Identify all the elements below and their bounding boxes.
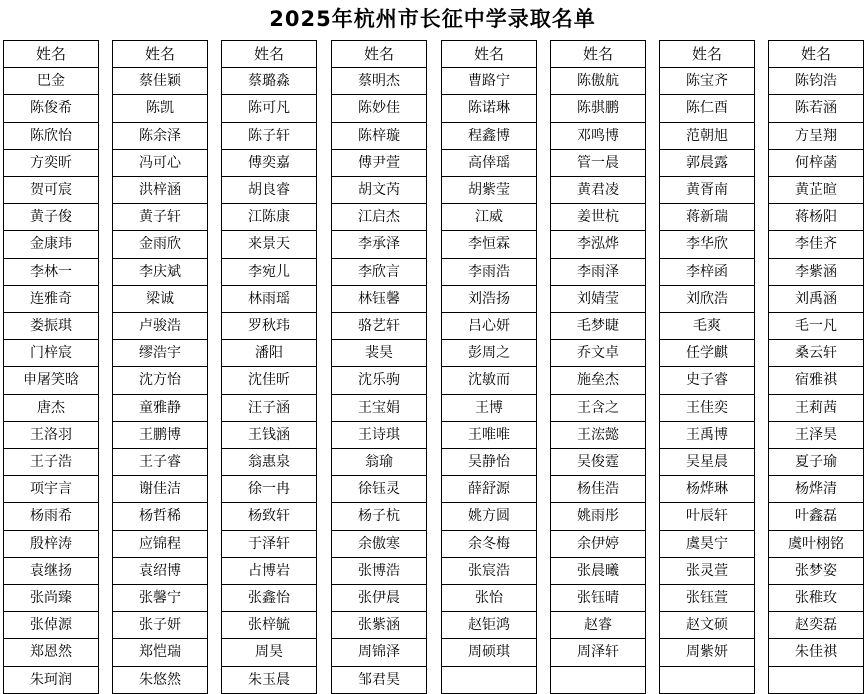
name-cell: 于泽轩 [222, 530, 317, 557]
name-cell: 赵奕磊 [769, 612, 864, 639]
name-cell: 黄君凌 [551, 177, 646, 204]
name-cell: 江启杰 [332, 204, 427, 231]
name-cell: 江陈康 [222, 204, 317, 231]
name-cell [551, 666, 646, 693]
name-cell: 李华欣 [660, 231, 755, 258]
name-cell: 吴星晨 [660, 449, 755, 476]
name-cell: 郑恺瑞 [113, 639, 208, 666]
name-cell: 连雅奇 [4, 285, 99, 312]
name-cell: 王子睿 [113, 449, 208, 476]
name-cell: 周昊 [222, 639, 317, 666]
name-cell: 李承泽 [332, 231, 427, 258]
name-cell: 贺可宸 [4, 177, 99, 204]
name-cell: 蒋杨阳 [769, 204, 864, 231]
name-cell [660, 666, 755, 693]
name-cell: 余傲寒 [332, 530, 427, 557]
name-cell: 陈宝齐 [660, 68, 755, 95]
name-cell: 黄芷暄 [769, 177, 864, 204]
name-cell: 桑云轩 [769, 340, 864, 367]
name-cell: 范朝旭 [660, 122, 755, 149]
name-cell: 沈敏而 [442, 367, 537, 394]
name-cell: 裴昊 [332, 340, 427, 367]
name-cell: 王诗琪 [332, 421, 427, 448]
name-cell: 陈凯 [113, 95, 208, 122]
name-cell: 姜世杭 [551, 204, 646, 231]
name-cell: 杨烨清 [769, 476, 864, 503]
name-cell: 梁诚 [113, 285, 208, 312]
name-cell: 张钰萱 [660, 585, 755, 612]
name-cell: 骆艺轩 [332, 313, 427, 340]
name-cell: 陈钧浩 [769, 68, 864, 95]
name-cell: 张子妍 [113, 612, 208, 639]
name-cell: 王洛羽 [4, 421, 99, 448]
name-cell: 娄振琪 [4, 313, 99, 340]
name-cell: 王钱涵 [222, 421, 317, 448]
name-column-2 [112, 40, 208, 694]
name-cell: 赵睿 [551, 612, 646, 639]
name-cell: 余伊婷 [551, 530, 646, 557]
name-cell: 陈骐鹏 [551, 95, 646, 122]
name-cell: 刘婧莹 [551, 285, 646, 312]
name-cell: 周紫妍 [660, 639, 755, 666]
name-cell: 虞昊宁 [660, 530, 755, 557]
name-cell: 方奕昕 [4, 149, 99, 176]
name-column-5 [441, 40, 537, 694]
name-cell: 申屠笑晗 [4, 367, 99, 394]
name-cell: 翁惠泉 [222, 449, 317, 476]
name-cell: 朱玉晨 [222, 666, 317, 693]
name-cell: 夏子瑜 [769, 449, 864, 476]
name-cell [769, 666, 864, 693]
name-cell: 方呈翔 [769, 122, 864, 149]
name-cell: 黄胥南 [660, 177, 755, 204]
name-cell: 张钰晴 [551, 585, 646, 612]
name-cell: 王博 [442, 394, 537, 421]
column-header: 姓名 [442, 41, 537, 68]
name-cell: 唐杰 [4, 394, 99, 421]
name-cell: 赵钜鸿 [442, 612, 537, 639]
name-cell: 杨烨琳 [660, 476, 755, 503]
name-cell: 占博岩 [222, 557, 317, 584]
name-cell: 陈傲航 [551, 68, 646, 95]
name-cell: 李宛儿 [222, 258, 317, 285]
name-cell: 叶辰轩 [660, 503, 755, 530]
name-cell: 李欣言 [332, 258, 427, 285]
name-cell: 王浤懿 [551, 421, 646, 448]
name-cell: 周泽轩 [551, 639, 646, 666]
name-cell: 史子睿 [660, 367, 755, 394]
column-header: 姓名 [769, 41, 864, 68]
name-cell: 沈乐驹 [332, 367, 427, 394]
name-cell: 金雨欣 [113, 231, 208, 258]
name-cell: 朱悠然 [113, 666, 208, 693]
name-cell: 缪浩宇 [113, 340, 208, 367]
name-cell: 李泓烨 [551, 231, 646, 258]
name-cell: 陈余泽 [113, 122, 208, 149]
name-cell: 傅奕嘉 [222, 149, 317, 176]
name-cell: 杨佳浩 [551, 476, 646, 503]
name-cell: 张宸浩 [442, 557, 537, 584]
name-column-3 [221, 40, 317, 694]
name-cell: 张怡 [442, 585, 537, 612]
name-cell: 王鹏博 [113, 421, 208, 448]
page-title: 2025年杭州市长征中学录取名单 [269, 7, 596, 31]
column-header: 姓名 [222, 41, 317, 68]
name-cell: 张紫涵 [332, 612, 427, 639]
name-cell: 卢骏浩 [113, 313, 208, 340]
name-cell: 杨雨希 [4, 503, 99, 530]
name-column-4 [331, 40, 427, 694]
column-header: 姓名 [113, 41, 208, 68]
name-cell: 陈可凡 [222, 95, 317, 122]
name-cell: 乔文卓 [551, 340, 646, 367]
name-column-8 [768, 40, 864, 694]
name-cell: 黄子俊 [4, 204, 99, 231]
name-cell: 陈诺琳 [442, 95, 537, 122]
name-cell: 吴静怡 [442, 449, 537, 476]
name-cell: 胡良睿 [222, 177, 317, 204]
name-cell: 虞叶栩铭 [769, 530, 864, 557]
name-cell: 杨哲稀 [113, 503, 208, 530]
name-cell: 王子浩 [4, 449, 99, 476]
name-cell: 项宇言 [4, 476, 99, 503]
name-cell: 刘禹涵 [769, 285, 864, 312]
name-cell: 张灵萱 [660, 557, 755, 584]
name-cell: 姚方圆 [442, 503, 537, 530]
name-cell: 朱佳祺 [769, 639, 864, 666]
name-cell: 吕心妍 [442, 313, 537, 340]
name-cell: 赵文硕 [660, 612, 755, 639]
name-cell: 周锦泽 [332, 639, 427, 666]
name-cell: 冯可心 [113, 149, 208, 176]
name-cell: 蒋新瑞 [660, 204, 755, 231]
name-cell: 陈妙佳 [332, 95, 427, 122]
name-cell: 陈欣怡 [4, 122, 99, 149]
name-cell: 金康玮 [4, 231, 99, 258]
name-cell: 张伊晨 [332, 585, 427, 612]
name-cell: 殷梓涛 [4, 530, 99, 557]
name-cell: 高倖瑶 [442, 149, 537, 176]
name-cell: 吴俊霆 [551, 449, 646, 476]
name-cell: 李紫涵 [769, 258, 864, 285]
name-cell: 王莉茜 [769, 394, 864, 421]
name-cell: 李恒霖 [442, 231, 537, 258]
name-cell: 施垒杰 [551, 367, 646, 394]
name-cell: 袁继扬 [4, 557, 99, 584]
name-cell: 张鑫怡 [222, 585, 317, 612]
name-cell: 罗秋玮 [222, 313, 317, 340]
name-cell: 陈仁酉 [660, 95, 755, 122]
name-cell: 毛爽 [660, 313, 755, 340]
name-cell: 蔡璐淼 [222, 68, 317, 95]
name-cell: 王唯唯 [442, 421, 537, 448]
name-cell: 张梓毓 [222, 612, 317, 639]
name-cell: 姚雨彤 [551, 503, 646, 530]
name-cell: 王含之 [551, 394, 646, 421]
name-cell: 李雨浩 [442, 258, 537, 285]
name-cell: 周硕琪 [442, 639, 537, 666]
name-cell: 杨子杭 [332, 503, 427, 530]
name-cell: 朱珂润 [4, 666, 99, 693]
name-cell: 张尚臻 [4, 585, 99, 612]
name-cell: 管一晨 [551, 149, 646, 176]
name-cell: 李佳齐 [769, 231, 864, 258]
name-cell: 胡文芮 [332, 177, 427, 204]
name-cell: 沈佳昕 [222, 367, 317, 394]
name-column-6 [550, 40, 646, 694]
name-cell: 张稚玫 [769, 585, 864, 612]
name-cell: 杨致轩 [222, 503, 317, 530]
name-cell: 毛梦睫 [551, 313, 646, 340]
name-cell: 李梓函 [660, 258, 755, 285]
name-cell: 宿雅祺 [769, 367, 864, 394]
name-cell: 袁绍博 [113, 557, 208, 584]
name-column-1 [3, 40, 99, 694]
name-cell: 徐钰灵 [332, 476, 427, 503]
name-column-7 [659, 40, 755, 694]
name-cell: 彭周之 [442, 340, 537, 367]
name-cell: 张馨宁 [113, 585, 208, 612]
name-cell: 张梦姿 [769, 557, 864, 584]
name-cell: 沈方怡 [113, 367, 208, 394]
name-cell: 王泽昊 [769, 421, 864, 448]
name-cell: 郑恩然 [4, 639, 99, 666]
name-cell: 邹君昊 [332, 666, 427, 693]
name-cell: 童雅静 [113, 394, 208, 421]
name-cell: 邓鸣博 [551, 122, 646, 149]
name-cell: 洪梓涵 [113, 177, 208, 204]
name-cell: 徐一冉 [222, 476, 317, 503]
column-header: 姓名 [332, 41, 427, 68]
name-cell: 巴金 [4, 68, 99, 95]
name-cell: 胡紫莹 [442, 177, 537, 204]
column-header: 姓名 [551, 41, 646, 68]
name-cell: 林雨瑶 [222, 285, 317, 312]
name-cell: 陈俊希 [4, 95, 99, 122]
name-cell: 刘欣浩 [660, 285, 755, 312]
name-cell: 余冬梅 [442, 530, 537, 557]
name-cell: 王佳奕 [660, 394, 755, 421]
name-cell: 李雨泽 [551, 258, 646, 285]
name-cell: 毛一凡 [769, 313, 864, 340]
name-cell: 李林一 [4, 258, 99, 285]
name-cell: 陈子轩 [222, 122, 317, 149]
name-cell: 翁瑜 [332, 449, 427, 476]
name-cell: 蔡明杰 [332, 68, 427, 95]
name-cell: 何梓菡 [769, 149, 864, 176]
name-cell: 门梓宸 [4, 340, 99, 367]
name-cell: 林钰馨 [332, 285, 427, 312]
name-cell: 陈梓璇 [332, 122, 427, 149]
name-cell: 曹路宁 [442, 68, 537, 95]
name-cell: 谢佳洁 [113, 476, 208, 503]
name-cell: 来景天 [222, 231, 317, 258]
name-cell: 潘阳 [222, 340, 317, 367]
name-cell: 刘浩扬 [442, 285, 537, 312]
name-cell [442, 666, 537, 693]
name-cell: 应锦程 [113, 530, 208, 557]
name-cell: 江威 [442, 204, 537, 231]
name-cell: 张倬源 [4, 612, 99, 639]
name-cell: 郭晨露 [660, 149, 755, 176]
name-cell: 程鑫博 [442, 122, 537, 149]
name-cell: 傅尹萱 [332, 149, 427, 176]
name-cell: 叶鑫磊 [769, 503, 864, 530]
name-cell: 张晨曦 [551, 557, 646, 584]
name-cell: 王禹博 [660, 421, 755, 448]
name-cell: 薛舒源 [442, 476, 537, 503]
column-header: 姓名 [660, 41, 755, 68]
name-cell: 蔡佳颖 [113, 68, 208, 95]
column-header: 姓名 [4, 41, 99, 68]
name-cell: 汪子涵 [222, 394, 317, 421]
name-cell: 王宝娟 [332, 394, 427, 421]
name-cell: 任学麒 [660, 340, 755, 367]
name-cell: 李庆斌 [113, 258, 208, 285]
name-cell: 陈若涵 [769, 95, 864, 122]
name-cell: 黄子轩 [113, 204, 208, 231]
name-cell: 张博浩 [332, 557, 427, 584]
